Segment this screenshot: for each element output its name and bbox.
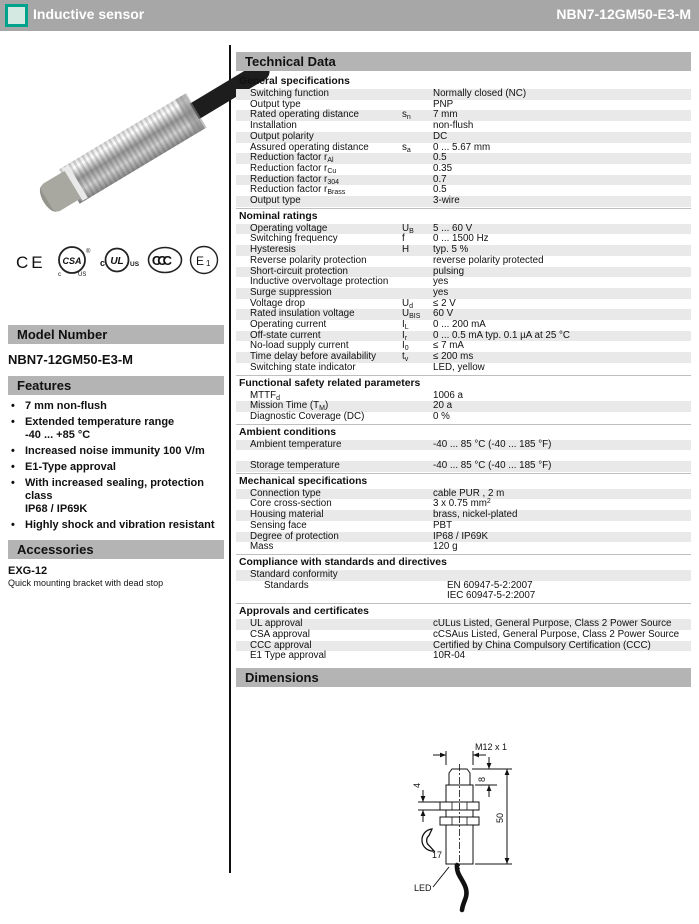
spec-row	[236, 651, 691, 662]
spec-row	[236, 532, 691, 543]
spec-section-header: General specifications	[239, 76, 350, 87]
spec-value: cCSAus Listed, General Purpose, Class 2 Power Source	[433, 628, 680, 640]
svg-text:CCC: CCC	[151, 253, 169, 268]
nut-height-label: 4	[412, 782, 422, 788]
spec-label: Reduction factor $r_{Al}$	[250, 152, 334, 165]
spec-symbol	[402, 277, 433, 288]
svg-text:®: ®	[86, 249, 91, 255]
spec-label: Operating voltage	[250, 222, 328, 234]
spec-symbol: $s_n$	[402, 109, 411, 122]
spec-symbol	[402, 153, 433, 164]
spec-row	[236, 542, 691, 553]
spec-symbol: H	[402, 244, 410, 256]
spec-label: Switching frequency	[250, 233, 338, 245]
spec-row	[236, 256, 691, 267]
spec-label: Short-circuit protection	[250, 265, 349, 277]
spec-value: ≤ 7 mA	[433, 340, 464, 352]
svg-text:c: c	[58, 272, 61, 278]
feature-item: • Extended temperature range -40 ... +85 °C	[8, 416, 218, 442]
spec-symbol	[402, 619, 433, 630]
spec-value: 0.5	[433, 152, 447, 164]
spec-label: Diagnostic Coverage (DC)	[250, 410, 365, 422]
spec-label: Storage temperature	[250, 460, 340, 472]
spec-label: Output polarity	[250, 130, 314, 142]
spec-value: PNP	[433, 98, 454, 110]
spec-symbol	[402, 132, 433, 143]
spec-label: Rated insulation voltage	[250, 308, 355, 320]
spec-label: Reduction factor $r_{304}$	[250, 173, 340, 186]
spec-symbol	[402, 630, 433, 641]
spec-value: 0.5	[433, 184, 447, 196]
right-column	[236, 45, 699, 919]
spec-label: No-load supply current	[250, 340, 349, 352]
spec-label: Core cross-section	[250, 498, 332, 510]
spec-value: 0.35	[433, 162, 453, 174]
spec-symbol	[402, 391, 433, 402]
spec-label: Standards	[264, 579, 309, 591]
spec-value: DC	[433, 130, 448, 142]
spec-label: Mass	[250, 541, 274, 553]
spec-symbol	[416, 581, 447, 602]
spec-value: 5 ... 60 V	[433, 222, 473, 234]
spec-value: -40 ... 85 °C (-40 ... 185 °F)	[433, 460, 552, 472]
spec-value: 3 x 0.75 $mm^2$	[433, 498, 491, 510]
spec-value: non-flush	[433, 120, 474, 132]
spec-symbol: $I_r$	[402, 329, 408, 342]
cul-us-mark-icon	[100, 249, 140, 272]
spec-label: Off-state current	[250, 329, 321, 341]
spec-value: ≤ 2 V	[433, 297, 456, 309]
spec-value: 1006 a	[433, 389, 463, 401]
spec-value: pulsing	[433, 265, 465, 277]
spec-symbol	[402, 440, 433, 451]
spec-label: CSA approval	[250, 628, 310, 640]
spec-section-header: Ambient conditions	[236, 424, 691, 440]
spec-value: cULus Listed, General Purpose, Class 2 Power Source	[433, 618, 672, 630]
accessories-heading: Accessories	[8, 540, 224, 559]
spec-label: Voltage drop	[250, 297, 306, 309]
spec-label: Mission Time $(T_M)$	[250, 400, 329, 413]
spec-label: Connection type	[250, 487, 321, 499]
product-photo	[10, 35, 215, 230]
spec-symbol	[402, 510, 433, 521]
spec-row	[236, 461, 691, 472]
spec-section	[236, 554, 691, 602]
spec-symbol: $U_{BIS}$	[402, 308, 421, 321]
spec-label: Standard conformity	[250, 569, 338, 580]
tip-height-label: 8	[477, 776, 487, 782]
spec-value: EN 60947-5-2:2007 IEC 60947-5-2:2007	[447, 579, 536, 602]
spec-symbol	[402, 412, 433, 423]
spec-label: Output type	[250, 98, 301, 110]
header-model-number: NBN7-12GM50-E3-M	[556, 6, 691, 22]
spec-section	[236, 375, 691, 423]
product-photo-illustration	[10, 35, 215, 230]
spec-section	[236, 424, 691, 472]
spec-row	[236, 185, 691, 196]
brand-logo-icon	[5, 4, 28, 27]
spec-symbol	[402, 542, 433, 553]
spec-symbol	[402, 196, 433, 207]
page-header	[0, 0, 699, 31]
spec-section-header: Compliance with standards and directives	[236, 554, 691, 570]
feature-item: • 7 mm non-flush	[8, 400, 218, 413]
spec-section-header: Approvals and certificates	[236, 603, 691, 619]
spec-value: -40 ... 85 °C (-40 ... 185 °F)	[433, 438, 552, 450]
spec-value: PBT	[433, 519, 453, 531]
spec-symbol	[402, 363, 433, 374]
spec-symbol	[402, 450, 433, 461]
spec-value: 0 ... 5.67 mm	[433, 141, 491, 153]
spec-row	[236, 89, 691, 100]
dimension-drawing	[412, 739, 544, 919]
spec-symbol	[402, 164, 433, 175]
spec-label: UL approval	[250, 618, 303, 630]
spec-label: E1 Type approval	[250, 650, 327, 662]
spec-symbol	[402, 489, 433, 500]
spec-value: IP68 / IP69K	[433, 530, 489, 542]
spec-symbol	[402, 651, 433, 662]
features-heading: Features	[8, 376, 224, 395]
spec-value: 0.7	[433, 173, 447, 185]
spec-value: Normally closed (NC)	[433, 88, 527, 99]
svg-text:US: US	[130, 261, 140, 268]
spec-section	[236, 208, 691, 374]
spec-section-header: Nominal ratings	[236, 208, 691, 224]
spec-label: Switching state indicator	[250, 361, 356, 373]
spec-label: Degree of protection	[250, 530, 339, 542]
spec-row	[236, 412, 691, 423]
svg-text:1: 1	[206, 259, 211, 268]
spec-symbol	[402, 461, 433, 472]
spec-label: Inductive overvoltage protection	[250, 276, 389, 288]
spec-label: Hysteresis	[250, 244, 296, 256]
spec-value: brass, nickel-plated	[433, 509, 518, 521]
led-label: LED	[414, 882, 432, 893]
spec-symbol	[402, 267, 433, 278]
spec-symbol: $U_B$	[402, 222, 414, 235]
spec-value: 3-wire	[433, 195, 460, 207]
spec-label: Rated operating distance	[250, 109, 359, 121]
spec-value: yes	[433, 286, 449, 298]
spec-symbol	[402, 89, 433, 100]
spec-value: yes	[433, 276, 449, 288]
spec-label: Output type	[250, 195, 301, 207]
spec-value: cable PUR , 2 m	[433, 487, 505, 499]
spec-value: LED, yellow	[433, 361, 485, 373]
spec-symbol	[402, 185, 433, 196]
spec-value: 120 g	[433, 541, 458, 553]
ccc-mark-icon	[149, 248, 182, 273]
spec-symbol	[402, 532, 433, 543]
spec-section	[236, 473, 691, 553]
spec-value: 0 ... 200 mA	[433, 319, 486, 331]
spec-label: $MTTF_d$	[250, 389, 281, 402]
spec-symbol	[402, 521, 433, 532]
technical-data-heading: Technical Data	[236, 52, 691, 71]
spec-value: 10R-04	[433, 650, 466, 662]
spec-section-header: Functional safety related parameters	[236, 375, 691, 391]
spec-value: 0 ... 0.5 mA typ. 0.1 µA at 25 °C	[433, 329, 570, 341]
spec-label: Reverse polarity protection	[250, 254, 367, 266]
spec-label: Surge suppression	[250, 286, 332, 298]
feature-item: • Highly shock and vibration resistant	[8, 519, 218, 532]
cable-outline	[457, 865, 467, 910]
svg-text:c: c	[100, 258, 106, 268]
spec-symbol: $I_L$	[402, 319, 409, 332]
model-number-value: NBN7-12GM50-E3-M	[8, 352, 133, 367]
svg-text:CE: CE	[16, 253, 46, 272]
feature-item: • With increased sealing, protection class IP68 / IP69K	[8, 477, 218, 516]
csa-mark-icon	[58, 247, 91, 278]
spec-label: Housing material	[250, 509, 324, 521]
svg-text:US: US	[78, 272, 87, 278]
feature-item: • E1-Type approval	[8, 461, 218, 474]
spec-label: Switching function	[250, 88, 329, 99]
ce-mark-icon	[16, 253, 46, 272]
wrench-icon	[422, 829, 434, 851]
spec-row	[236, 440, 691, 451]
spec-value: 20 a	[433, 400, 453, 412]
spec-label: Reduction factor $r_{Brass}$	[250, 184, 346, 197]
spec-section-header: Mechanical specifications	[236, 473, 691, 489]
wrench-size-label: 17	[432, 849, 443, 860]
spec-symbol	[402, 256, 433, 267]
spec-symbol	[402, 401, 433, 412]
spec-symbol: $U_d$	[402, 297, 413, 310]
column-divider	[229, 45, 231, 873]
spec-label: Ambient temperature	[250, 438, 342, 450]
spec-value: 0 ... 1500 Hz	[433, 233, 489, 245]
spec-row	[236, 521, 691, 532]
spec-symbol: $I_0$	[402, 340, 409, 353]
spec-section	[236, 603, 691, 662]
spec-label: Installation	[250, 120, 297, 132]
spec-label: Reduction factor $r_{Cu}$	[250, 162, 337, 175]
spec-symbol	[402, 570, 433, 581]
spec-label: Assured operating distance	[250, 141, 369, 153]
spec-label: Operating current	[250, 319, 327, 331]
product-family-title: Inductive sensor	[33, 6, 145, 22]
accessory-name: EXG-12	[8, 565, 48, 577]
spec-value: reverse polarity protected	[433, 254, 544, 266]
features-list	[8, 400, 218, 535]
spec-value: Certified by China Compulsory Certification (CCC)	[433, 639, 651, 651]
spec-row	[236, 363, 691, 374]
spec-symbol	[402, 499, 433, 510]
spec-label: Sensing face	[250, 519, 307, 531]
spec-value: ≤ 200 ms	[433, 351, 474, 363]
spec-row	[236, 630, 691, 641]
feature-item: • Increased noise immunity 100 V/m	[8, 445, 218, 458]
spec-row	[236, 196, 691, 207]
certification-marks	[8, 243, 222, 281]
spec-symbol: f	[402, 233, 405, 245]
dimensions-heading: Dimensions	[236, 668, 691, 687]
spec-label: CCC approval	[250, 639, 312, 651]
spec-value: 0 %	[433, 410, 450, 422]
svg-text:E: E	[195, 254, 205, 268]
body-length-label: 50	[495, 812, 505, 823]
accessory-description: Quick mounting bracket with dead stop	[8, 578, 164, 588]
spec-symbol	[402, 121, 433, 132]
spec-symbol: $t_v$	[402, 351, 409, 364]
e1-mark-icon	[191, 247, 218, 274]
spec-value: 7 mm	[433, 109, 458, 121]
technical-data-table	[236, 74, 691, 662]
spec-symbol	[402, 641, 433, 652]
spec-symbol: $s_a$	[402, 141, 411, 154]
thread-size-label: M12 x 1	[475, 741, 508, 752]
spec-symbol	[402, 175, 433, 186]
spec-section	[236, 74, 691, 207]
spec-row	[236, 132, 691, 143]
spec-value: 60 V	[433, 308, 454, 320]
spec-label: Time delay before availability	[250, 351, 376, 363]
left-column	[0, 31, 229, 873]
model-number-heading: Model Number	[8, 325, 224, 344]
svg-text:CSA: CSA	[62, 256, 82, 266]
spec-value: typ. 5 %	[433, 244, 469, 256]
spec-row	[236, 581, 691, 602]
svg-text:UL: UL	[110, 256, 124, 267]
